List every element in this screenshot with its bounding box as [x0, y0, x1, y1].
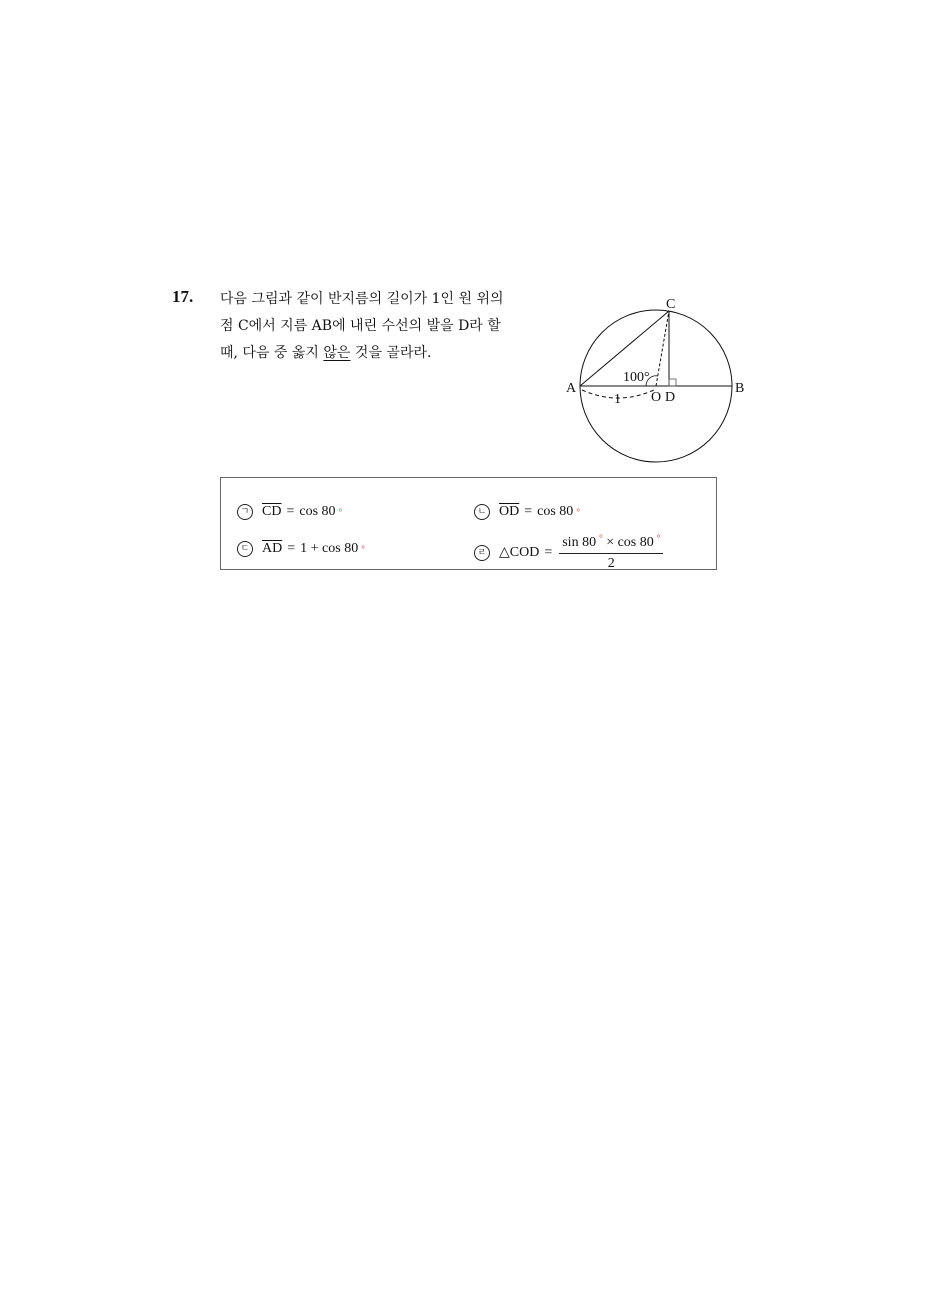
choice-marker-2: ㄴ — [474, 504, 490, 520]
question-underlined-word: 않은 — [323, 345, 351, 361]
choice-3-degree: ° — [361, 544, 365, 554]
question-line-3-start: 때, 다음 중 옳지 — [220, 345, 319, 361]
question-number: 17. — [172, 287, 194, 306]
question-line-3 — [220, 340, 550, 367]
choice-2-degree: ° — [576, 507, 580, 517]
question-line-2: 점 C에서 지름 AB에 내린 수선의 발을 D라 할 — [220, 318, 501, 334]
choice-2-segment: $\overline{OD}$ — [499, 504, 520, 519]
label-a: A — [566, 381, 577, 396]
choice-4-degree-b: ° — [656, 533, 661, 543]
choice-1-rhs: cos 80 — [299, 504, 336, 519]
choice-1-equals: = — [286, 504, 295, 519]
label-o: O — [651, 390, 662, 405]
choice-2-rhs: cos 80 — [537, 504, 574, 519]
question-line-1: 다음 그림과 같이 반지름의 길이가 1인 원 위의 — [220, 291, 504, 307]
question-text — [220, 286, 550, 367]
choice-4 — [474, 533, 663, 572]
radius-oc — [656, 311, 669, 386]
choice-1-degree: ° — [338, 507, 343, 517]
choice-4-equals: = — [544, 544, 553, 560]
choice-4-degree-a: ° — [599, 533, 603, 543]
choice-4-denominator: 2 — [607, 556, 615, 571]
choice-3-equals: = — [287, 541, 296, 556]
circle-figure — [560, 288, 760, 470]
question-line-3-end: 것을 골라라. — [354, 345, 432, 361]
choice-3 — [237, 541, 365, 557]
choice-marker-3: ㄷ — [237, 541, 253, 557]
choice-4-times: × — [606, 535, 615, 550]
right-angle-mark — [669, 379, 676, 386]
radius-label: 1 — [614, 392, 621, 407]
label-b: B — [735, 381, 745, 396]
choice-marker-1: ㄱ — [237, 504, 253, 520]
choices-box — [220, 477, 717, 570]
choice-3-rhs: 1 + cos 80 — [300, 541, 359, 556]
label-d: D — [665, 390, 676, 405]
angle-label: 100° — [623, 370, 650, 385]
choice-4-sin: sin 80 — [562, 535, 597, 550]
choice-4-cos: cos 80 — [617, 535, 654, 550]
label-c: C — [666, 297, 676, 312]
choice-4-fraction — [559, 533, 663, 572]
choice-3-segment: $\overline{AD}$ — [262, 541, 283, 556]
choice-2-equals: = — [524, 504, 533, 519]
choice-marker-4: ㄹ — [474, 545, 490, 561]
choice-1 — [237, 504, 342, 520]
choice-2 — [474, 504, 580, 520]
choice-1-segment: $\overline{CD}$ — [262, 504, 282, 519]
choice-4-lhs: △COD — [499, 545, 540, 560]
choice-4-numerator — [559, 533, 663, 554]
